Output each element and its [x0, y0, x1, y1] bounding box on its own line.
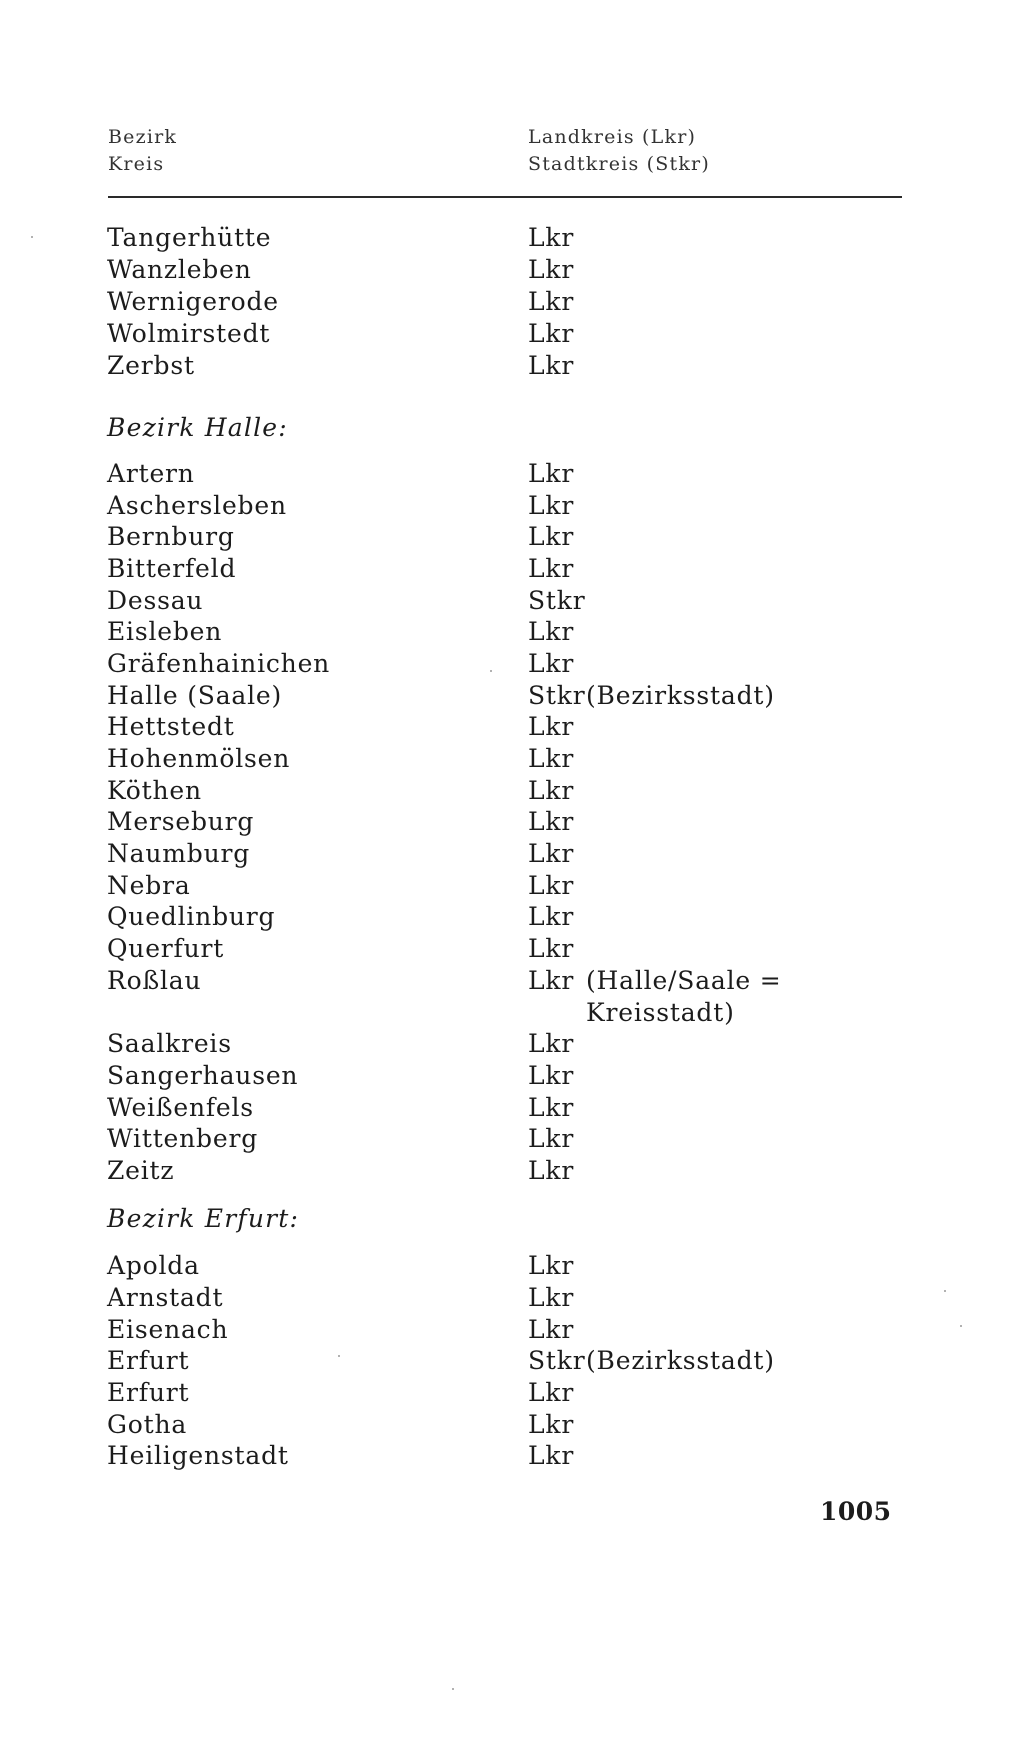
- district-name: Querfurt: [107, 934, 225, 963]
- district-type: Stkr: [528, 586, 586, 615]
- table-row: [0, 1314, 1024, 1346]
- district-name: Hohenmölsen: [107, 744, 291, 773]
- table-row: [0, 933, 1024, 965]
- district-type: Lkr: [528, 966, 575, 995]
- district-type: Stkr: [528, 681, 586, 710]
- district-type: Lkr: [528, 712, 575, 741]
- section-title-erfurt: Bezirk Erfurt:: [107, 1204, 300, 1233]
- district-type: Lkr: [528, 649, 575, 678]
- district-type: Lkr: [528, 1315, 575, 1344]
- scan-speck: [490, 670, 492, 672]
- table-row: [0, 616, 1024, 648]
- scan-speck: [452, 1688, 454, 1690]
- district-name: Bitterfeld: [107, 554, 237, 583]
- district-name: Merseburg: [107, 807, 255, 836]
- district-name: Apolda: [107, 1251, 200, 1280]
- district-type: Lkr: [528, 871, 575, 900]
- district-name: Zeitz: [107, 1156, 175, 1185]
- district-name: Zerbst: [107, 351, 195, 380]
- district-name: Hettstedt: [107, 712, 235, 741]
- table-row: [0, 870, 1024, 902]
- header-bezirk: Bezirk: [108, 126, 178, 148]
- table-row: [0, 458, 1024, 490]
- district-name: Eisenach: [107, 1315, 229, 1344]
- district-type: Lkr: [528, 351, 575, 380]
- district-name: Dessau: [107, 586, 204, 615]
- district-name: Wanzleben: [107, 255, 252, 284]
- district-type: Lkr: [528, 839, 575, 868]
- district-type: Lkr: [528, 287, 575, 316]
- district-type: Lkr: [528, 255, 575, 284]
- table-row: [0, 1092, 1024, 1124]
- district-type: Lkr: [528, 1124, 575, 1153]
- scan-speck: [31, 236, 33, 238]
- district-type: Lkr: [528, 554, 575, 583]
- table-row: [0, 965, 1024, 997]
- table-row: [0, 1377, 1024, 1409]
- district-note-continuation: Kreisstadt): [586, 998, 735, 1027]
- district-name: Wolmirstedt: [107, 319, 271, 348]
- district-name: Aschersleben: [107, 491, 287, 520]
- district-type: Lkr: [528, 617, 575, 646]
- district-type: Lkr: [528, 522, 575, 551]
- district-name: Erfurt: [107, 1378, 190, 1407]
- district-type: Lkr: [528, 223, 575, 252]
- table-row: [0, 806, 1024, 838]
- table-row: [0, 1155, 1024, 1187]
- district-name: Artern: [107, 459, 195, 488]
- district-type: Lkr: [528, 1441, 575, 1470]
- district-name: Nebra: [107, 871, 191, 900]
- table-row: [0, 1409, 1024, 1441]
- table-row: [0, 1123, 1024, 1155]
- district-type: Lkr: [528, 1251, 575, 1280]
- table-row: [0, 585, 1024, 617]
- table-row: [0, 838, 1024, 870]
- district-name: Heiligenstadt: [107, 1441, 289, 1470]
- district-type: Lkr: [528, 934, 575, 963]
- scan-speck: [944, 1290, 946, 1292]
- table-row: [0, 350, 1024, 382]
- district-type: Lkr: [528, 1156, 575, 1185]
- district-name: Sangerhausen: [107, 1061, 299, 1090]
- district-type: Lkr: [528, 1410, 575, 1439]
- table-row: [0, 1440, 1024, 1472]
- section-title-halle: Bezirk Halle:: [107, 413, 288, 442]
- table-row: [0, 521, 1024, 553]
- table-row: [0, 553, 1024, 585]
- table-row: [0, 680, 1024, 712]
- district-name: Halle (Saale): [107, 681, 283, 710]
- scan-speck: [338, 1355, 340, 1357]
- district-name: Eisleben: [107, 617, 223, 646]
- district-name: Wittenberg: [107, 1124, 258, 1153]
- district-name: Gotha: [107, 1410, 188, 1439]
- table-row: [0, 222, 1024, 254]
- table-row: [0, 1345, 1024, 1377]
- district-type: Lkr: [528, 744, 575, 773]
- district-name: Wernigerode: [107, 287, 279, 316]
- district-type: Lkr: [528, 1378, 575, 1407]
- header-landkreis: Landkreis (Lkr): [528, 126, 697, 148]
- page-number: 1005: [820, 1497, 892, 1526]
- table-row: [0, 318, 1024, 350]
- district-name: Quedlinburg: [107, 902, 276, 931]
- district-name: Tangerhütte: [107, 223, 272, 252]
- district-note: (Bezirksstadt): [586, 1346, 775, 1375]
- district-name: Naumburg: [107, 839, 251, 868]
- table-row: [0, 901, 1024, 933]
- table-row: [0, 1028, 1024, 1060]
- district-name: Gräfenhainichen: [107, 649, 331, 678]
- header-rule: [108, 196, 902, 198]
- district-note: (Bezirksstadt): [586, 681, 775, 710]
- district-type: Stkr: [528, 1346, 586, 1375]
- district-name: Köthen: [107, 776, 202, 805]
- scan-speck: [960, 1325, 962, 1327]
- district-type: Lkr: [528, 319, 575, 348]
- district-name: Roßlau: [107, 966, 202, 995]
- district-type: Lkr: [528, 1061, 575, 1090]
- table-row: [0, 1250, 1024, 1282]
- table-row: [0, 1060, 1024, 1092]
- district-name: Saalkreis: [107, 1029, 232, 1058]
- district-type: Lkr: [528, 776, 575, 805]
- table-row: [0, 490, 1024, 522]
- district-type: Lkr: [528, 459, 575, 488]
- district-type: Lkr: [528, 807, 575, 836]
- district-type: Lkr: [528, 1283, 575, 1312]
- district-type: Lkr: [528, 1029, 575, 1058]
- table-row: [0, 711, 1024, 743]
- table-row: [0, 286, 1024, 318]
- district-name: Erfurt: [107, 1346, 190, 1375]
- table-row: [0, 775, 1024, 807]
- table-row: [0, 648, 1024, 680]
- district-type: Lkr: [528, 1093, 575, 1122]
- district-note: (Halle/Saale =: [586, 966, 782, 995]
- district-name: Arnstadt: [107, 1283, 224, 1312]
- district-type: Lkr: [528, 491, 575, 520]
- table-row-continuation: [0, 997, 1024, 1029]
- district-name: Bernburg: [107, 522, 235, 551]
- table-row: [0, 1282, 1024, 1314]
- table-row: [0, 254, 1024, 286]
- header-kreis: Kreis: [108, 153, 165, 175]
- district-type: Lkr: [528, 902, 575, 931]
- district-name: Weißenfels: [107, 1093, 254, 1122]
- table-row: [0, 743, 1024, 775]
- header-stadtkreis: Stadtkreis (Stkr): [528, 153, 710, 175]
